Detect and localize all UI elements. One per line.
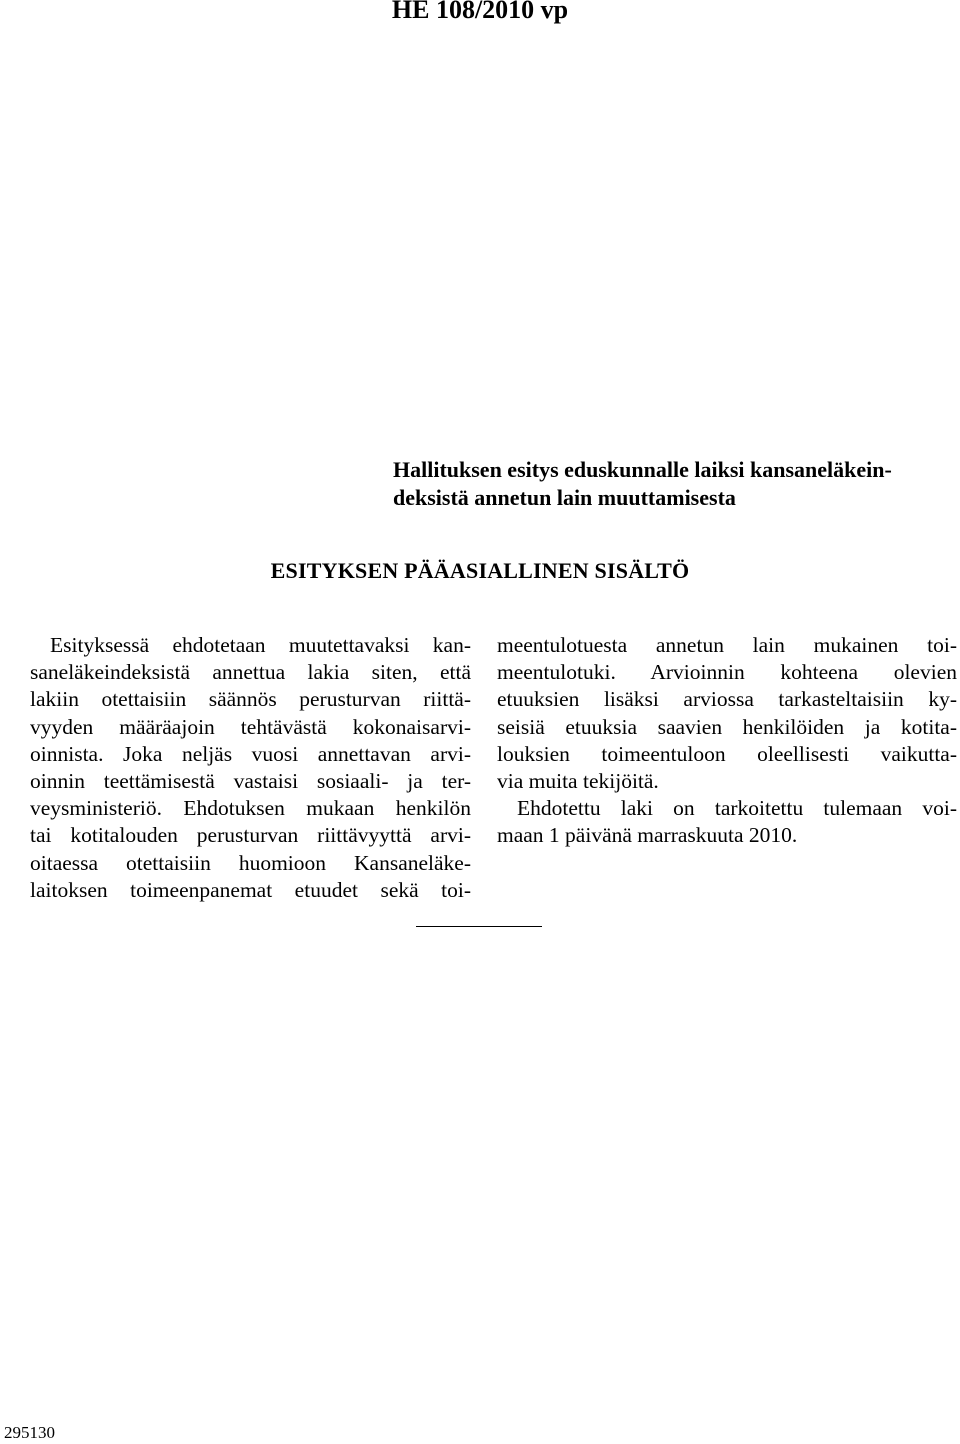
separator-rule: [416, 926, 542, 927]
title-line: Hallituksen esitys eduskunnalle laiksi kansaneläkein-: [393, 457, 892, 482]
text-line: veysministeriö. Ehdotuksen mukaan henkilön: [30, 796, 471, 821]
left-column: [30, 632, 471, 904]
document-title: [393, 456, 953, 512]
text-line: oitaessa otettaisiin huomioon Kansaneläke-: [30, 850, 471, 875]
text-line: Ehdotettu laki on tarkoitettu tulemaan voi-: [517, 796, 957, 821]
document-id: HE 108/2010 vp: [391, 0, 569, 24]
text-line: oinnista. Joka neljäs vuosi annettavan arvi-: [30, 741, 471, 766]
text-line: meentulotuki. Arvioinnin kohteena olevien: [497, 660, 957, 685]
text-line: tai kotitalouden perusturvan riittävyyttä arvi-: [30, 823, 471, 848]
section-heading: ESITYKSEN PÄÄASIALLINEN SISÄLTÖ: [270, 558, 690, 583]
text-line: oinnin teettämisestä vastaisi sosiaali- ja ter-: [30, 769, 471, 794]
text-line: saneläkeindeksistä annettua lakia siten, että: [30, 660, 471, 685]
text-line: meentulotuesta annetun lain mukainen toi-: [497, 633, 957, 657]
text-line: maan 1 päivänä marraskuuta 2010.: [497, 823, 798, 848]
text-line: lakiin otettaisiin säännös perusturvan riittä-: [30, 687, 471, 712]
paragraph: [497, 632, 957, 795]
text-line: etuuksien lisäksi arviossa tarkasteltaisiin ky-: [497, 687, 957, 712]
text-line: via muita tekijöitä.: [497, 769, 659, 794]
text-line: seisiä etuuksia saavien henkilöiden ja kotita-: [497, 714, 957, 739]
footer-code: 295130: [4, 1423, 55, 1442]
paragraph: [30, 632, 471, 904]
title-line: deksistä annetun lain muuttamisesta: [393, 485, 736, 510]
paragraph: [497, 795, 957, 849]
text-line: vyyden määräajoin tehtävästä kokonaisarvi-: [30, 714, 471, 739]
right-column: [497, 632, 957, 850]
text-line: laitoksen toimeenpanemat etuudet sekä toi-: [30, 877, 471, 902]
text-line: Esityksessä ehdotetaan muutettavaksi kan-: [50, 633, 471, 657]
text-line: louksien toimeentuloon oleellisesti vaikutta-: [497, 741, 957, 766]
